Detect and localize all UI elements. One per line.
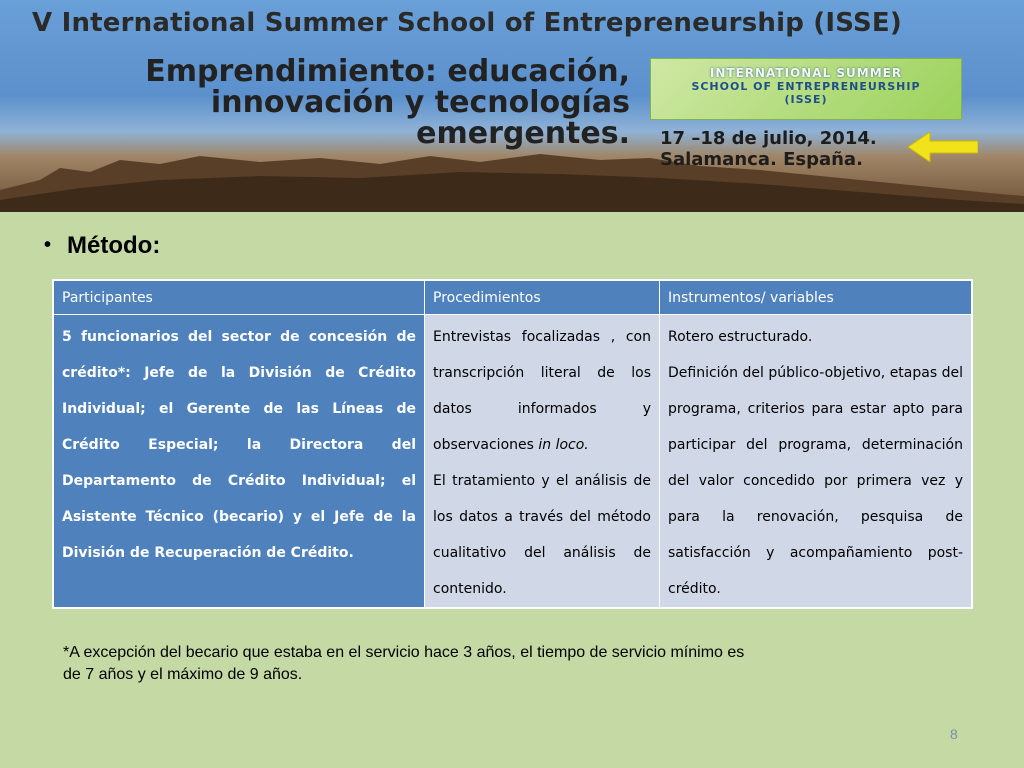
page-number: 8 bbox=[950, 726, 958, 742]
logo-line: SCHOOL OF ENTREPRENEURSHIP bbox=[691, 80, 921, 93]
footnote: *A excepción del becario que estaba en el servicio hace 3 años, el tiempo de servicio mínimo es de 7 años y el máximo de 9 años. bbox=[63, 644, 745, 683]
section-heading bbox=[44, 232, 160, 260]
isse-logo bbox=[650, 58, 962, 120]
conference-banner bbox=[0, 0, 1024, 212]
table-header-row bbox=[53, 280, 972, 315]
subtitle-line: emergentes. bbox=[416, 116, 630, 151]
procedimientos-italic: in loco. bbox=[538, 437, 589, 453]
participantes-cell: 5 funcionarios del sector de concesión de crédito*: Jefe de la División de Crédito Individual; el Gerente de las Líneas de Crédito Especial; la Directora del Departamento de Crédito Individual; el Asistente Técnico (becario) y el Jefe de la División de Recuperación de Crédito. bbox=[53, 315, 425, 609]
banner-title: V International Summer School of Entrepreneurship (ISSE) bbox=[32, 8, 902, 38]
banner-subtitle bbox=[70, 56, 630, 149]
instrumentos-paragraph: Rotero estructurado. bbox=[668, 329, 813, 345]
bullet-icon: • bbox=[44, 234, 52, 256]
arrow-left-icon bbox=[908, 132, 978, 162]
instrumentos-cell bbox=[660, 315, 973, 609]
subtitle-line: Emprendimiento: educación, bbox=[145, 54, 630, 89]
procedimientos-text: Entrevistas focalizadas , con transcripción literal de los datos informados y observaciones bbox=[433, 329, 651, 453]
instrumentos-paragraph: Definición del público-objetivo, etapas del programa, criterios para estar apto para participar del programa, determinación del valor concedido por primera vez y para la renovación, pesquisa de satisfacción y acompañamiento post-crédito. bbox=[668, 365, 963, 597]
logo-line: (ISSE) bbox=[784, 93, 828, 106]
procedimientos-paragraph: El tratamiento y el análisis de los datos a través del método cualitativo del análisis de contenido. bbox=[433, 473, 651, 597]
event-date-location bbox=[660, 128, 877, 170]
column-header: Instrumentos/ variables bbox=[660, 280, 973, 315]
subtitle-line: innovación y tecnologías bbox=[210, 85, 630, 120]
logo-line: INTERNATIONAL SUMMER bbox=[709, 66, 903, 80]
procedimientos-cell bbox=[425, 315, 660, 609]
column-header: Procedimientos bbox=[425, 280, 660, 315]
method-table bbox=[52, 279, 973, 609]
procedimientos-paragraph bbox=[433, 319, 651, 463]
heading-text: Método: bbox=[67, 232, 161, 259]
table-row bbox=[53, 315, 972, 609]
column-header: Participantes bbox=[53, 280, 425, 315]
event-location: Salamanca. España. bbox=[660, 149, 863, 170]
event-date: 17 –18 de julio, 2014. bbox=[660, 128, 877, 149]
